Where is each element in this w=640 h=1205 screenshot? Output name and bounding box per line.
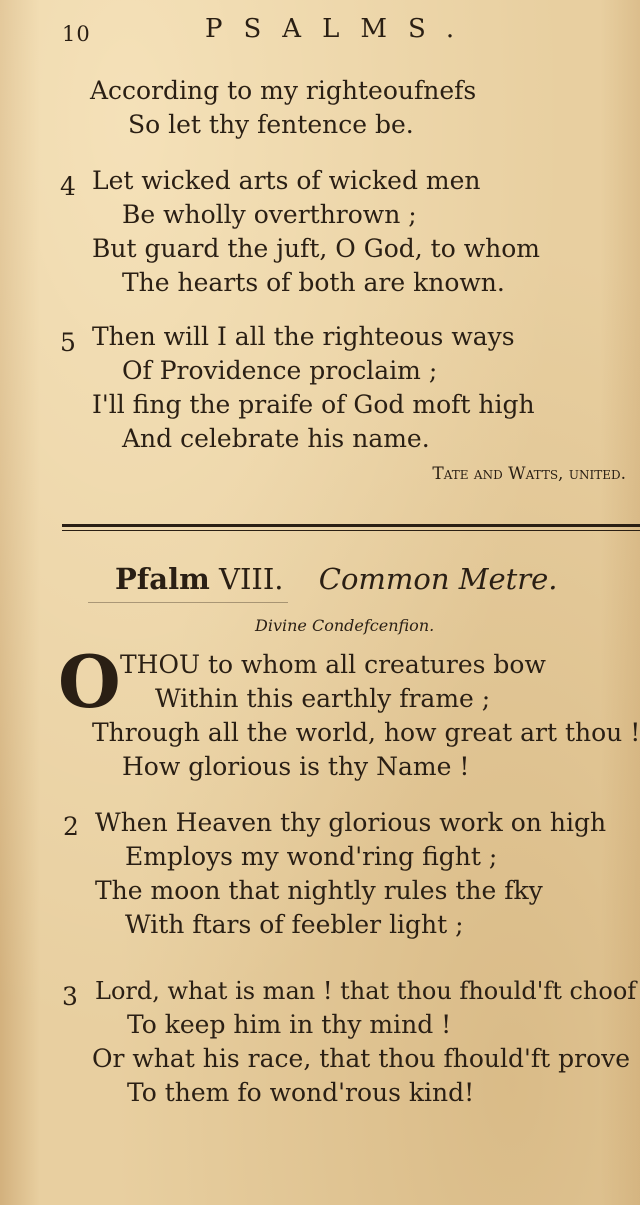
verse-line: To keep him in thy mind ! [127,1010,452,1039]
verse-number: 3 [62,982,78,1011]
verse-number: 5 [60,328,76,357]
title-underline [88,602,288,603]
verse-line: Within this earthly frame ; [155,684,491,713]
attribution: Tate and Watts, united. [432,464,626,484]
verse-line: To them fo wond'rous kind! [127,1078,475,1107]
verse-line: And celebrate his name. [122,424,430,453]
verse-line: I'll fing the praife of God moft high [92,390,535,419]
verse-line: Be wholly overthrown ; [122,200,417,229]
verse-line: So let thy fentence be. [128,110,414,139]
section-divider [62,524,640,527]
verse-line: The hearts of both are known. [122,268,505,297]
verse-line: Then will I all the righteous ways [92,322,515,351]
verse-line: Or what his race, that thou fhould'ft prove [92,1044,631,1073]
drop-cap: O [58,639,121,724]
page-number: 10 [62,22,91,46]
verse-line: Of Providence proclaim ; [122,356,438,385]
verse-line: With ftars of feebler light ; [125,910,464,939]
psalm-subtitle: Divine Condefcenfion. [255,616,435,635]
verse-line: THOU to whom all creatures bow [120,650,546,679]
psalm-title-word: Pfalm [115,562,210,596]
verse-line: Let wicked arts of wicked men [92,166,481,195]
verse-line: Employs my wond'ring fight ; [125,842,498,871]
verse-number: 2 [63,812,79,841]
section-divider-thin [62,530,640,531]
verse-line: Through all the world, how great art thou ! [92,718,640,747]
verse-line: The moon that nightly rules the fky [95,876,543,905]
verse-number: 4 [60,172,76,201]
psalm-metre: Common Metre. [318,562,558,596]
psalm-title-number: VIII. [219,562,284,596]
psalm-title [115,562,558,596]
verse-line: According to my righteoufnefs [90,76,477,105]
verse-line: How glorious is thy Name ! [122,752,470,781]
verse-line: But guard the juft, O God, to whom [92,234,540,263]
verse-line: Lord, what is man ! that thou fhould'ft choof [95,977,637,1005]
verse-line: When Heaven thy glorious work on high [95,808,607,837]
running-head: PSALMS. [205,14,476,44]
